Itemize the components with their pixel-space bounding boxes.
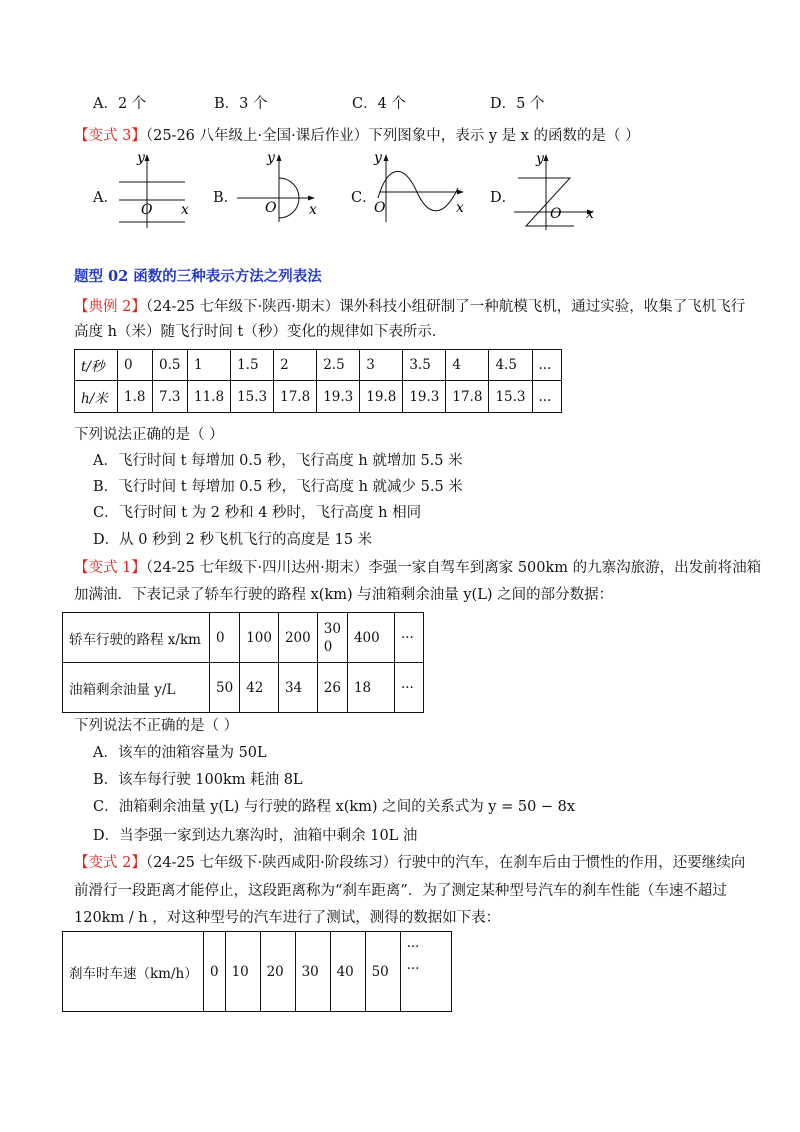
variant3-tag: 【变式 3】 xyxy=(74,128,146,144)
braking-table xyxy=(62,931,452,1012)
variant1-option-d: D．当李强一家到达九寨沟时，油箱中剩余 10L 油 xyxy=(93,828,418,844)
variant1-option-a: A．该车的油箱容量为 50L xyxy=(93,745,267,761)
graph-d-y-label: y xyxy=(536,151,544,167)
option-d-top: D．5 个 xyxy=(490,96,545,112)
table-cell: 1.8 xyxy=(118,381,153,413)
example2-tag: 【典例 2】 xyxy=(74,299,146,315)
graph-b-label: B． xyxy=(213,190,239,206)
variant2-tag: 【变式 2】 xyxy=(74,855,146,871)
table-row xyxy=(63,932,452,1012)
table-cell: 0 xyxy=(204,932,226,1012)
table-cell: ··· xyxy=(394,663,423,713)
variant1-line2: 加满油．下表记录了轿车行驶的路程 x(km) 与油箱剩余油量 y(L) 之间的部分数据： xyxy=(74,587,614,603)
graph-d-label: D． xyxy=(490,190,517,206)
table-cell: ... xyxy=(532,381,561,413)
table-cell: 19.8 xyxy=(360,381,403,413)
table-cell: 1 xyxy=(188,350,231,381)
table-cell: 2 xyxy=(274,350,317,381)
table-cell: 4 xyxy=(446,350,489,381)
table-cell: ··· xyxy=(394,613,423,663)
table-cell: 26 xyxy=(317,663,347,713)
graph-a-origin: O xyxy=(141,202,153,218)
table-cell: 50 xyxy=(210,663,240,713)
graph-b-origin: O xyxy=(265,200,277,216)
option-c-top: C．4 个 xyxy=(352,96,406,112)
table-cell: 100 xyxy=(240,613,279,663)
table-header-cell: t/秒 xyxy=(75,350,118,381)
table-row xyxy=(63,613,424,663)
option-a-top: A．2 个 xyxy=(93,96,147,112)
table-cell: ... xyxy=(532,350,561,381)
table-cell: 1.5 xyxy=(231,350,274,381)
graph-b xyxy=(235,150,325,225)
table-cell: ··· ··· xyxy=(400,932,451,1012)
graph-c-y-label: y xyxy=(374,150,382,166)
variant1-option-c: C．油箱剩余油量 y(L) 与行驶的路程 x(km) 之间的关系式为 y = 50 − 8x xyxy=(93,799,576,815)
table-cell: 18 xyxy=(347,663,394,713)
fuel-table xyxy=(62,612,424,713)
example2-option-b: B．飞行时间 t 每增加 0.5 秒，飞行高度 h 就减少 5.5 米 xyxy=(93,479,463,495)
table-row xyxy=(75,381,562,413)
variant2-line1 xyxy=(74,853,745,873)
variant2-line3: 120km / h ，对这种型号的汽车进行了测试，测得的数据如下表： xyxy=(74,910,501,926)
table-cell: 19.3 xyxy=(317,381,360,413)
variant3-question xyxy=(74,126,640,146)
table-cell: 0 xyxy=(210,613,240,663)
table-row xyxy=(75,350,562,381)
graph-a-label: A． xyxy=(93,190,118,206)
graph-c-label: C． xyxy=(351,190,377,206)
example2-question: 下列说法正确的是（ ） xyxy=(74,427,224,443)
table-cell: 34 xyxy=(278,663,317,713)
example2-option-d: D．从 0 秒到 2 秒飞机飞行的高度是 15 米 xyxy=(93,532,373,548)
flight-table xyxy=(74,349,562,413)
graph-c xyxy=(372,150,467,225)
table-cell: 15.3 xyxy=(231,381,274,413)
variant2-line2: 前滑行一段距离才能停止，这段距离称为“刹车距离”．为了测定某种型号汽车的刹车性能（车速不超过 xyxy=(74,883,727,899)
table-cell: 30 xyxy=(295,932,330,1012)
variant1-question: 下列说法不正确的是（ ） xyxy=(74,718,239,734)
variant1-tag: 【变式 1】 xyxy=(74,560,146,576)
variant1-option-b: B．该车每行驶 100km 耗油 8L xyxy=(93,772,303,788)
table-cell: 300 xyxy=(317,613,347,663)
graph-a-x-label: x xyxy=(181,202,189,218)
table-cell: 2.5 xyxy=(317,350,360,381)
table-cell: 40 xyxy=(330,932,365,1012)
section-title: 题型 02 函数的三种表示方法之列表法 xyxy=(74,268,322,285)
graph-c-x-label: x xyxy=(456,200,464,216)
variant1-text: （24-25 七年级下·四川达州·期末）李强一家自驾车到离家 500km 的九寨沟旅游，出发前将油箱 xyxy=(145,560,762,576)
example2-line1 xyxy=(74,297,745,317)
graph-a xyxy=(115,150,195,230)
table-cell: 20 xyxy=(260,932,295,1012)
graph-d-x-label: x xyxy=(586,206,594,222)
example2-option-a: A．飞行时间 t 每增加 0.5 秒，飞行高度 h 就增加 5.5 米 xyxy=(93,453,463,469)
graph-a-y-label: y xyxy=(137,150,145,166)
table-cell: 10 xyxy=(225,932,260,1012)
graph-b-x-label: x xyxy=(309,202,317,218)
example2-line2: 高度 h（米）随飞行时间 t（秒）变化的规律如下表所示． xyxy=(74,324,447,340)
table-cell: 200 xyxy=(278,613,317,663)
graph-c-origin: O xyxy=(374,200,386,216)
table-cell: 42 xyxy=(240,663,279,713)
table-cell: 17.8 xyxy=(446,381,489,413)
graph-b-y-label: y xyxy=(267,150,275,166)
table-cell: 0 xyxy=(118,350,153,381)
table-cell: 50 xyxy=(365,932,400,1012)
table-cell: 0.5 xyxy=(153,350,188,381)
example2-option-c: C．飞行时间 t 为 2 秒和 4 秒时，飞行高度 h 相同 xyxy=(93,505,422,521)
example2-text: （24-25 七年级下·陕西·期末）课外科技小组研制了一种航模飞机，通过实验，收集了飞机飞行 xyxy=(145,299,746,315)
table-cell: 400 xyxy=(347,613,394,663)
table-cell: 3.5 xyxy=(403,350,446,381)
table-header-cell: h/米 xyxy=(75,381,118,413)
table-cell: 7.3 xyxy=(153,381,188,413)
variant1-line1 xyxy=(74,558,761,578)
table-cell: 3 xyxy=(360,350,403,381)
table-header-cell: 轿车行驶的路程 x/km xyxy=(63,613,210,663)
table-row xyxy=(63,663,424,713)
table-cell: 4.5 xyxy=(489,350,532,381)
table-header-cell: 刹车时车速（km/h） xyxy=(63,932,204,1012)
table-cell: 15.3 xyxy=(489,381,532,413)
graph-d xyxy=(512,150,602,232)
table-cell: 11.8 xyxy=(188,381,231,413)
table-header-cell: 油箱剩余油量 y/L xyxy=(63,663,210,713)
graph-d-origin: O xyxy=(550,206,562,222)
variant2-text: （24-25 七年级下·陕西咸阳·阶段练习）行驶中的汽车，在刹车后由于惯性的作用，还要继续向 xyxy=(145,855,746,871)
variant3-text: （25-26 八年级上·全国·课后作业）下列图象中，表示 y 是 x 的函数的是（ ） xyxy=(145,128,640,144)
table-cell: 17.8 xyxy=(274,381,317,413)
option-b-top: B．3 个 xyxy=(214,96,268,112)
table-cell: 19.3 xyxy=(403,381,446,413)
